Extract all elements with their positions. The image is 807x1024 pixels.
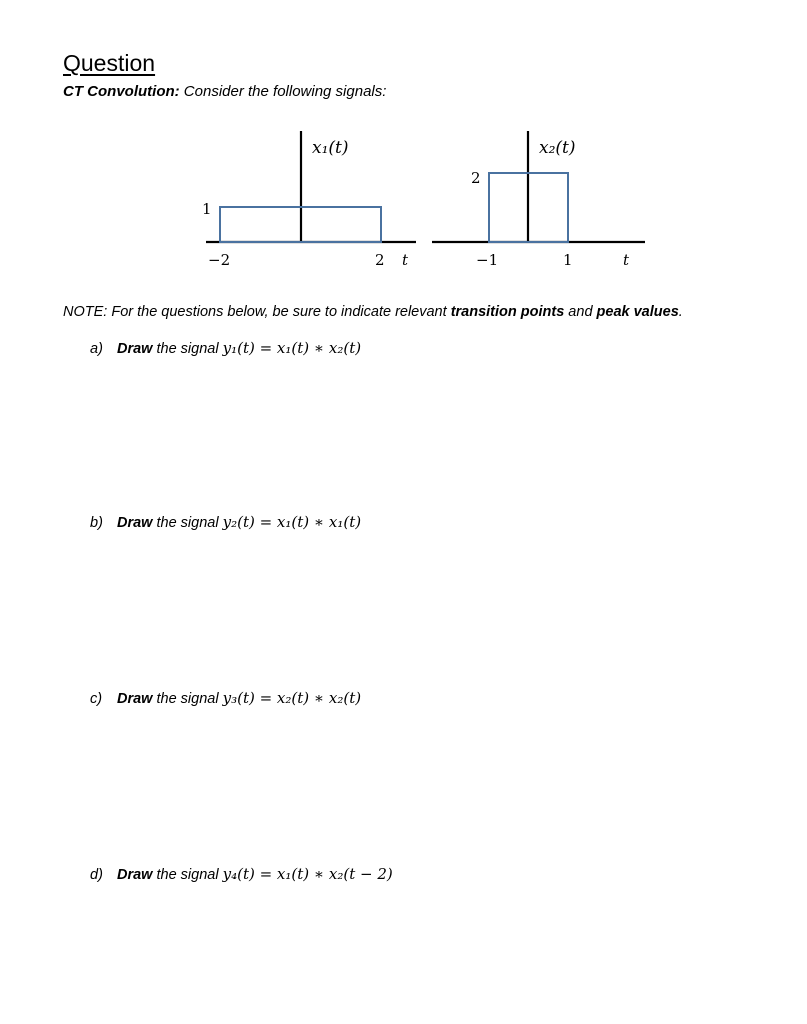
signal-plot-x2 — [430, 125, 650, 275]
note-peak-values: peak values — [596, 304, 679, 320]
x2-axis-label: t — [623, 251, 630, 269]
note-text — [63, 304, 683, 320]
question-a-formula: y₁(t) = x₁(t) ∗ x₂(t) — [222, 339, 362, 357]
question-a — [90, 339, 361, 357]
question-a-label: a) — [90, 341, 103, 357]
x2-label: x₂(t) — [539, 138, 576, 158]
topic-label: CT Convolution: — [63, 83, 180, 100]
question-c-formula: y₃(t) = x₂(t) ∗ x₂(t) — [222, 689, 362, 707]
intro-text: Consider the following signals: — [179, 83, 387, 100]
question-b-formula: y₂(t) = x₁(t) ∗ x₁(t) — [222, 513, 362, 531]
x1-x-tick-left: −2 — [208, 251, 231, 269]
note-end: . — [678, 304, 683, 320]
question-b-text: the signal — [152, 515, 223, 531]
note-mid: and — [564, 304, 597, 320]
problem-intro — [63, 83, 386, 100]
question-c-text: the signal — [152, 691, 223, 707]
question-d-verb: Draw — [117, 867, 153, 883]
x1-x-tick-right: 2 — [375, 251, 385, 269]
x1-axis-label: t — [402, 251, 409, 269]
x1-label: x₁(t) — [312, 138, 349, 158]
signal-plot-x1 — [190, 125, 420, 275]
question-b-verb: Draw — [117, 515, 153, 531]
question-d-formula: y₄(t) = x₁(t) ∗ x₂(t − 2) — [222, 865, 393, 883]
note-transition-points: transition points — [450, 304, 565, 320]
question-d-text: the signal — [152, 867, 223, 883]
page-title: Question — [63, 50, 156, 76]
note-prefix: NOTE: For the questions below, be sure to indicate relevant — [63, 304, 451, 320]
question-d-label: d) — [90, 867, 103, 883]
question-c-verb: Draw — [117, 691, 153, 707]
x2-x-tick-left: −1 — [476, 251, 499, 269]
question-a-text: the signal — [152, 341, 223, 357]
question-c-label: c) — [90, 691, 103, 707]
question-b-label: b) — [90, 515, 103, 531]
question-b — [90, 513, 361, 531]
question-a-verb: Draw — [117, 341, 153, 357]
x2-x-tick-right: 1 — [563, 251, 573, 269]
question-c — [90, 689, 361, 707]
x1-y-tick: 1 — [202, 200, 212, 218]
question-d — [90, 865, 393, 883]
x2-y-tick: 2 — [471, 169, 481, 187]
